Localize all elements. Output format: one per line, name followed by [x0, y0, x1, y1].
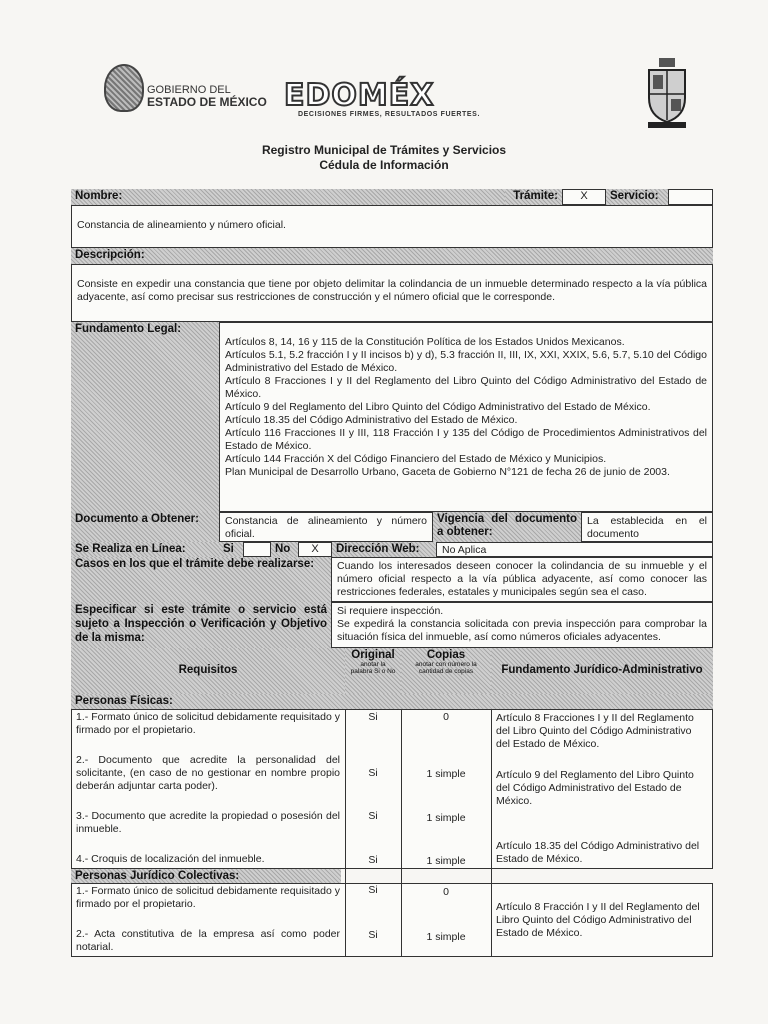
personas-fisicas-label: Personas Físicas: [71, 694, 713, 709]
copias-fisica-2: 1 simple [426, 768, 466, 780]
gobierno-estado-logo-text [147, 84, 267, 108]
no-label: No [271, 542, 298, 557]
fundamento-item: Artículos 5.1, 5.2 fracción I y II incisos b) y d), 5.3 fracción II, III, IX, XXI, XXIX, 5.6, 5.7, 5.10 del Código Administrativo del Estado de México. [225, 349, 707, 374]
inspeccion-value-line2: Se expedirá la constancia solicitada con previa inspección para comprobar la situación física del inmueble, así como números oficiales adyacentes. [337, 618, 707, 643]
no-checkbox[interactable]: X [298, 542, 332, 557]
original-fisica-3: Si [368, 810, 378, 822]
requisito-fisica-3: 3.- Documento que acredite la propiedad o posesión del inmueble. [76, 810, 340, 835]
tramite-label: Trámite: [505, 189, 562, 205]
web-label: Dirección Web: [332, 542, 436, 557]
inspeccion-value [331, 602, 713, 648]
fundamento-juridico-header: Fundamento Jurídico-Administrativo [491, 648, 713, 694]
edomex-slogan: DECISIONES FIRMES, RESULTADOS FUERTES. [298, 111, 480, 118]
original-fisica-1: Si [368, 711, 378, 723]
gobierno-line1: GOBIERNO DEL [147, 84, 231, 96]
servicio-label: Servicio: [606, 189, 668, 205]
fundamento-item: Plan Municipal de Desarrollo Urbano, Gaceta de Gobierno N°121 de fecha 26 de junio de 2003. [225, 466, 670, 478]
original-header-note: anotar la palabra Si o No [350, 661, 396, 675]
copias-fisica-4: 1 simple [426, 855, 466, 867]
inspeccion-value-line1: Si requiere inspección. [337, 605, 444, 617]
requisito-colectiva-1: 1.- Formato único de solicitud debidamente requisitado y firmado por el propietario. [76, 885, 340, 910]
linea-label: Se Realiza en Línea: [71, 542, 219, 557]
requisito-fisica-1: 1.- Formato único de solicitud debidamente requisitado y firmado por el propietario. [76, 711, 340, 736]
personas-colectivas-label: Personas Jurídico Colectivas: [71, 869, 341, 883]
copias-header-label: Copias [426, 649, 466, 661]
fundamento-colectivas: Artículo 8 Fracción I y II del Reglamento del Libro Quinto del Código Administrativo del Estado de México. [496, 901, 700, 939]
original-fisica-2: Si [368, 767, 378, 779]
copias-fisica-3: 1 simple [426, 812, 466, 824]
vigencia-value: La establecida en el documento [581, 512, 713, 542]
si-label: Si [219, 542, 243, 557]
nombre-value: Constancia de alineamiento y número oficial. [71, 205, 713, 248]
copias-colectiva-1: 0 [443, 886, 449, 898]
casos-value: Cuando los interesados deseen conocer la colindancia de su inmueble y el número oficial respecto a la vía pública adyacente, así como conocer las restricciones federales, estatales y municipales según sea el caso. [331, 557, 713, 602]
original-fisica-4: Si [368, 854, 378, 866]
fundamento-item: Artículo 9 del Reglamento del Libro Quinto del Código Administrativo del Estado de México. [225, 401, 651, 413]
inspeccion-label: Especificar si este trámite o servicio está sujeto a Inspección o Verificación y Objetivo de la misma: [71, 602, 331, 648]
copias-colectiva-2: 1 simple [426, 931, 466, 943]
fundamento-fisica-2: Artículo 9 del Reglamento del Libro Quinto del Código Administrativo del Estado de México. [496, 769, 694, 807]
original-header [345, 648, 401, 694]
web-value: No Aplica [436, 542, 713, 557]
fundamento-list [219, 322, 713, 512]
descripcion-value: Consiste en expedir una constancia que tiene por objeto delimitar la colindancia de un inmueble determinado respecto a la vía pública adyacente, así como precisar sus restricciones de construcción y el número oficial que le corresponde. [71, 264, 713, 322]
requisito-colectiva-2: 2.- Acta constitutiva de la empresa así como poder notarial. [76, 928, 340, 953]
vigencia-label: Vigencia del documento a obtener: [433, 512, 581, 542]
fundamento-item: Artículo 18.35 del Código Administrativo del Estado de México. [225, 414, 518, 426]
copias-header [401, 648, 491, 694]
casos-label: Casos en los que el trámite debe realizarse: [71, 557, 331, 602]
original-colectiva-1: Si [368, 884, 378, 896]
documento-label: Documento a Obtener: [71, 512, 219, 542]
copias-fisica-1: 0 [443, 711, 449, 723]
fundamento-item: Artículos 8, 14, 16 y 115 de la Constitución Política de los Estados Unidos Mexicanos. [225, 336, 625, 348]
document-title: Registro Municipal de Trámites y Servicios [261, 143, 507, 157]
copias-header-note: anotar con número la cantidad de copias [415, 661, 477, 675]
fundamento-label: Fundamento Legal: [71, 322, 219, 512]
documento-value: Constancia de alineamiento y número oficial. [219, 512, 433, 542]
tramite-checkbox[interactable]: X [562, 189, 606, 205]
gobierno-line2: ESTADO DE MÉXICO [147, 95, 267, 109]
edomex-logo: EDOMÉX [284, 78, 435, 113]
fundamento-fisica-1: Artículo 8 Fracciones I y II del Reglamento del Libro Quinto del Código Administrativo del Estado de México. [496, 712, 694, 750]
fundamento-item: Artículo 8 Fracciones I y II del Reglamento del Libro Quinto del Código Administrativo del Estado de México. [225, 375, 707, 400]
original-header-label: Original [351, 649, 395, 661]
gobierno-estado-seal-icon [104, 64, 144, 112]
requisito-fisica-2: 2.- Documento que acredite la personalidad del solicitante, (en caso de no gestionar en nombre propio deberán adjuntar carta poder). [76, 754, 340, 792]
original-colectiva-2: Si [368, 929, 378, 941]
nombre-label: Nombre: [71, 189, 505, 205]
document-subtitle: Cédula de Información [319, 158, 449, 172]
fundamento-item: Artículo 144 Fracción X del Código Financiero del Estado de México y Municipios. [225, 453, 607, 465]
fundamento-fisica-4: Artículo 18.35 del Código Administrativo del Estado de México. [496, 840, 700, 865]
municipal-seal-icon [644, 58, 690, 130]
fundamento-fisica-3 [491, 808, 713, 812]
fundamento-item: Artículo 116 Fracciones II y III, 118 Fracción I y 135 del Código de Procedimientos Administrativos del Estado de México. [225, 427, 707, 452]
servicio-checkbox[interactable] [668, 189, 713, 205]
requisito-fisica-4: 4.- Croquis de localización del inmueble. [76, 853, 265, 865]
requisitos-header: Requisitos [71, 648, 345, 694]
descripcion-label: Descripción: [71, 248, 713, 264]
si-checkbox[interactable] [243, 542, 271, 557]
